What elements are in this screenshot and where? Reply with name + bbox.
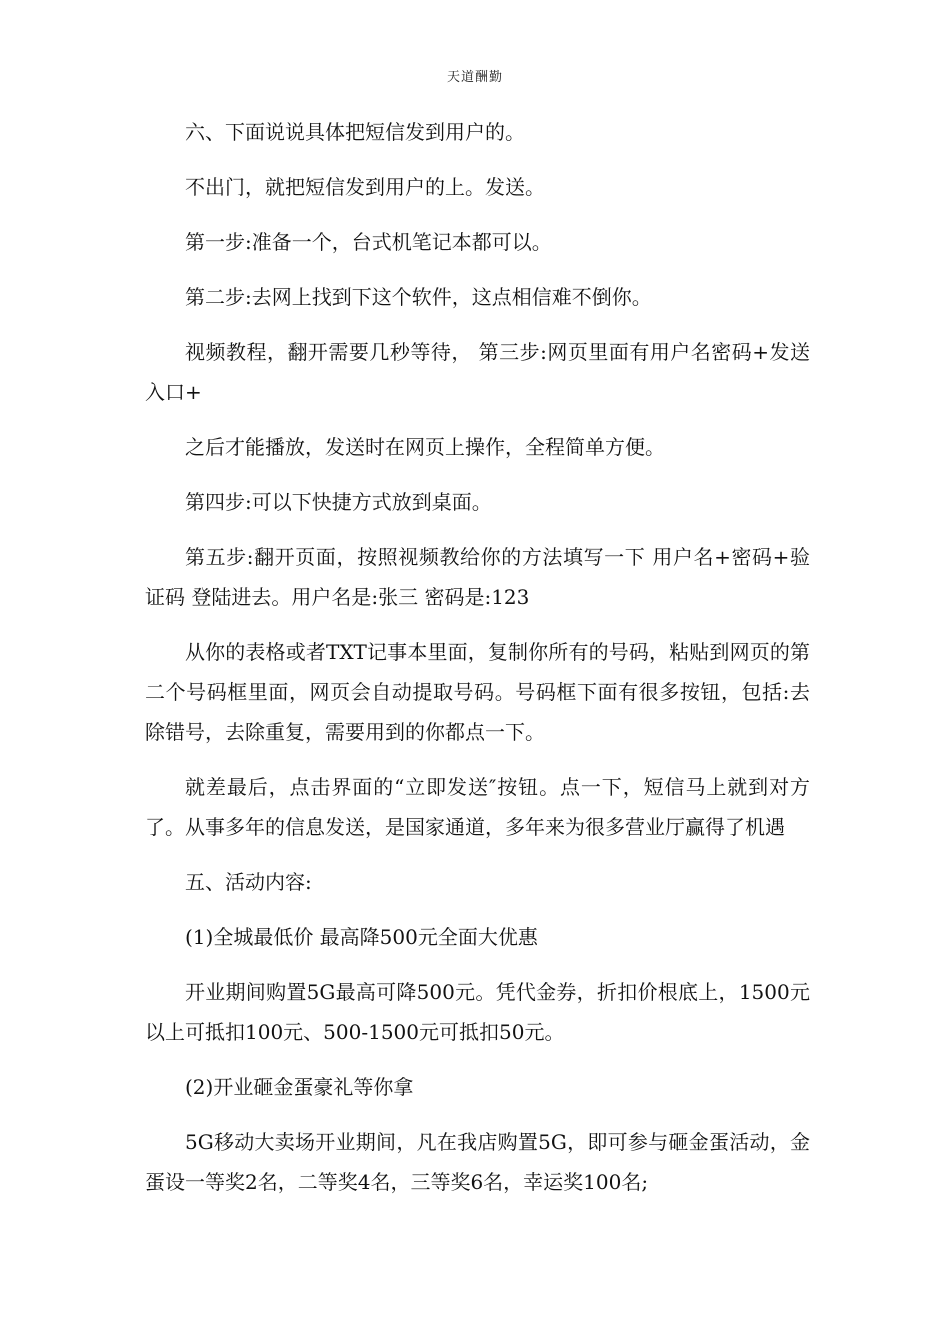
page-header: 天道酬勤 xyxy=(446,70,503,85)
paragraph-copy-numbers: 从你的表格或者TXT记事本里面，复制你所有的号码，粘贴到网页的第二个号码框里面，网页会自动提取号码。号码框下面有很多按钮，包括:去除错号，去除重复，需要用到的你都点一下。 xyxy=(145,640,810,744)
paragraph-offer-two-title: (2)开业砸金蛋豪礼等你拿 xyxy=(185,1075,414,1099)
paragraph-step-two: 第二步:去网上找到下这个软件，这点相信难不倒你。 xyxy=(185,285,652,309)
paragraph-step-three: 视频教程，翻开需要几秒等待， 第三步:网页里面有用户名密码+发送入口+ xyxy=(145,340,810,404)
paragraph-offer-two-detail: 5G移动大卖场开业期间，凡在我店购置5G，即可参与砸金蛋活动，金蛋设一等奖2名，二等奖4名，三等奖6名，幸运奖100名; xyxy=(145,1130,810,1194)
document-body xyxy=(145,112,810,1217)
paragraph-offer-one-detail: 开业期间购置5G最高可降500元。凭代金券，折扣价根底上，1500元以上可抵扣100元、500-1500元可抵扣50元。 xyxy=(145,980,810,1044)
paragraph-step-four: 第四步:可以下快捷方式放到桌面。 xyxy=(185,490,492,514)
paragraph-section-five-heading: 五、活动内容: xyxy=(185,870,312,894)
paragraph-intro: 不出门，就把短信发到用户的上。发送。 xyxy=(185,175,545,199)
paragraph-send-now: 就差最后，点击界面的“立即发送″按钮。点一下，短信马上就到对方了。从事多年的信息发送，是国家通道，多年来为很多营业厅赢得了机遇 xyxy=(145,775,810,839)
paragraph-playback: 之后才能播放，发送时在网页上操作，全程简单方便。 xyxy=(185,435,665,459)
paragraph-step-five: 第五步:翻开页面，按照视频教给你的方法填写一下 用户名+密码+验证码 登陆进去。用户名是:张三 密码是:123 xyxy=(145,545,810,609)
paragraph-step-one: 第一步:准备一个，台式机笔记本都可以。 xyxy=(185,230,552,254)
paragraph-offer-one-title: (1)全城最低价 最高降500元全面大优惠 xyxy=(185,925,538,949)
paragraph-section-six-heading: 六、下面说说具体把短信发到用户的。 xyxy=(185,120,525,144)
